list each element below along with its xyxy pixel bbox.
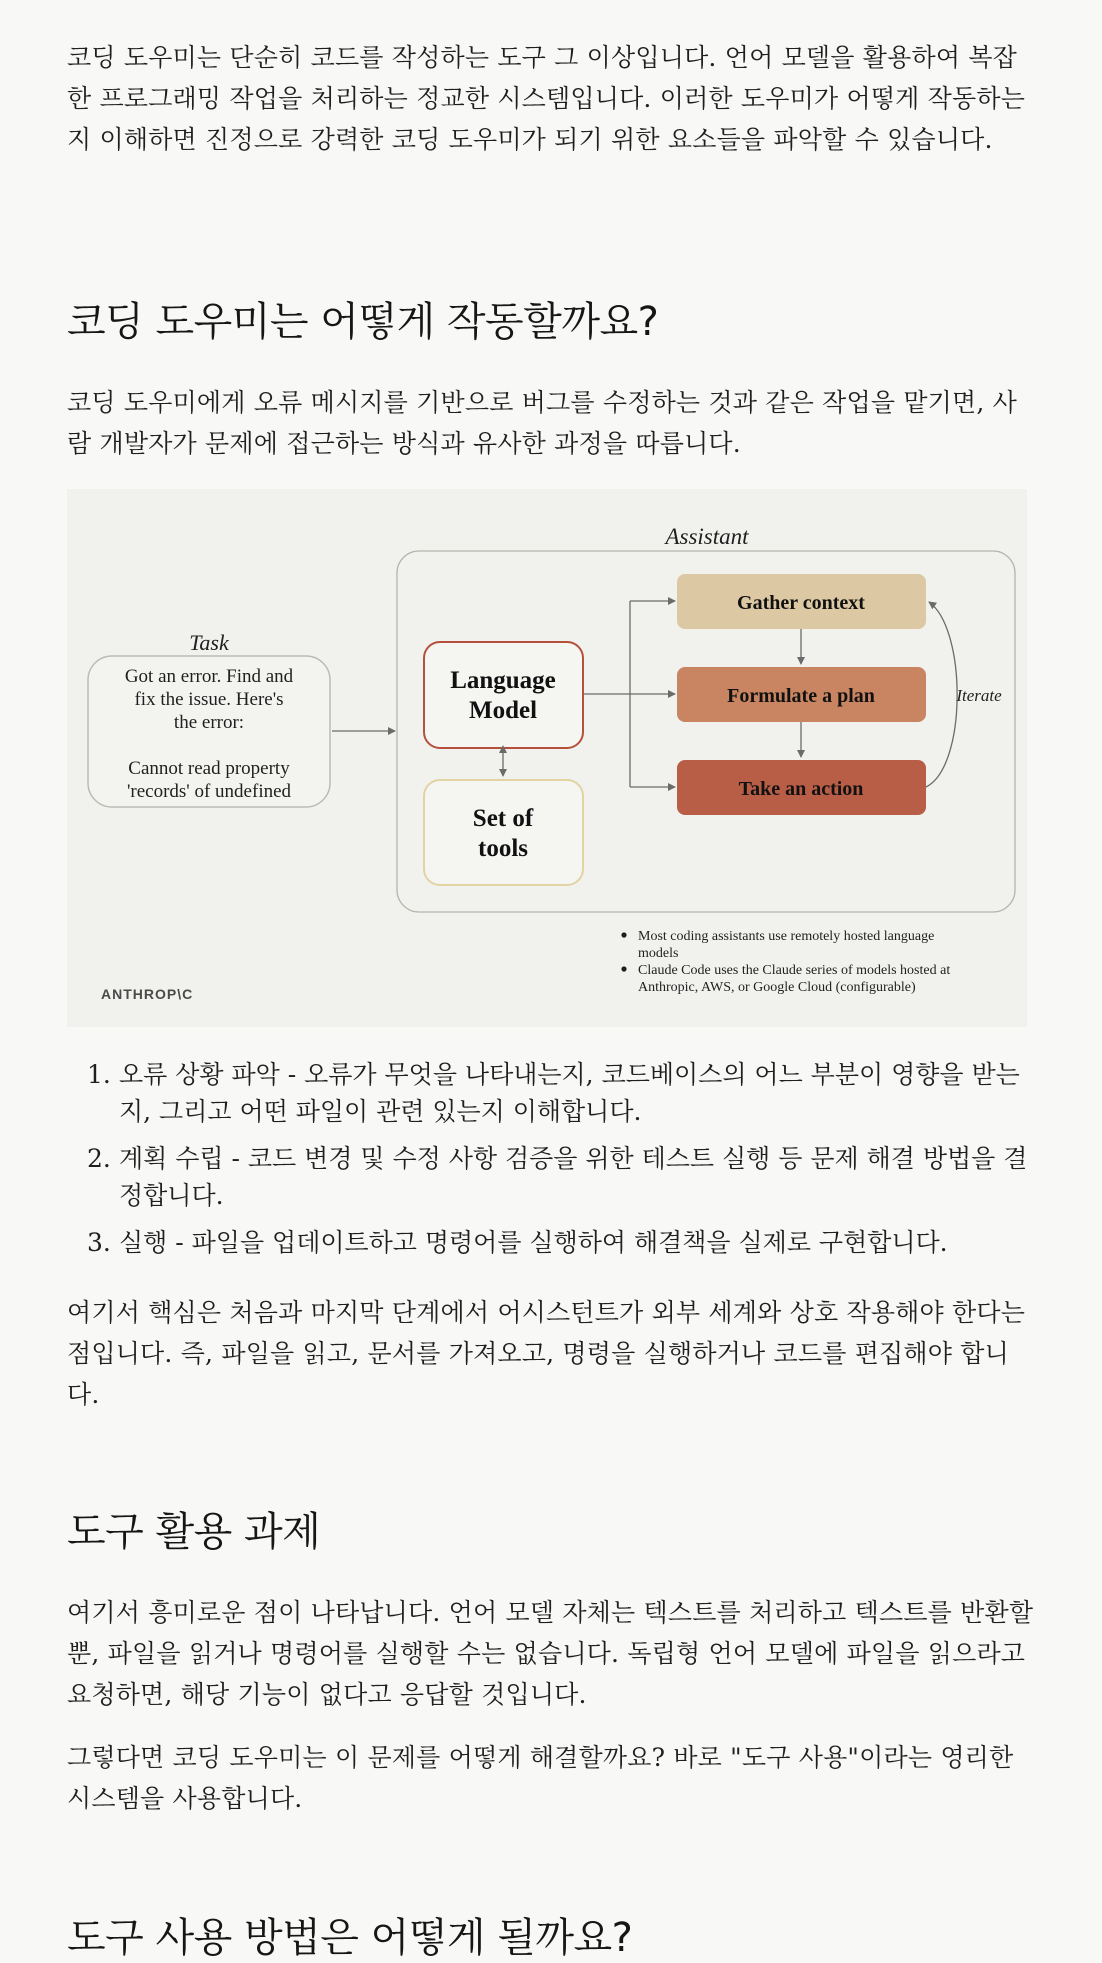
note-line: Claude Code uses the Claude series of models hosted at bbox=[638, 963, 951, 978]
tool-use-paragraph: 그렇다면 코딩 도우미는 이 문제를 어떻게 해결할까요? 바로 "도구 사용"이라는 영리한 시스템을 사용합니다. bbox=[67, 1743, 1014, 1813]
task-text-line: Got an error. Find and bbox=[124, 666, 294, 687]
list-item-text: 실행 - 파일을 업데이트하고 명령어를 실행하여 해결책을 실제로 구현합니다. bbox=[119, 1228, 948, 1257]
anthropic-logo: ANTHROP\C bbox=[101, 986, 194, 1002]
list-number: 1. bbox=[87, 1060, 111, 1089]
note-line: Most coding assistants use remotely hosted language bbox=[638, 929, 935, 944]
tools-label: tools bbox=[478, 835, 528, 862]
note-line: Anthropic, AWS, or Google Cloud (configurable) bbox=[638, 980, 916, 995]
note-line: models bbox=[638, 946, 679, 961]
iterate-label: Iterate bbox=[956, 686, 1002, 705]
list-item-text: 오류 상황 파악 - 오류가 무엇을 나타내는지, 코드베이스의 어느 부분이 영향을 받는지, 그리고 어떤 파일이 관련 있는지 이해합니다. bbox=[119, 1060, 1020, 1126]
list-item-text: 계획 수립 - 코드 변경 및 수정 사항 검증을 위한 테스트 실행 등 문제 해결 방법을 결정합니다. bbox=[119, 1144, 1028, 1210]
section-heading-how-it-works: 코딩 도우미는 어떻게 작동할까요? bbox=[67, 299, 659, 345]
gather-context-label: Gather context bbox=[737, 592, 865, 614]
list-item bbox=[67, 1224, 1035, 1261]
task-error-line: Cannot read property bbox=[128, 758, 290, 779]
task-text-line: the error: bbox=[173, 712, 245, 733]
list-item bbox=[67, 1056, 1035, 1130]
section-heading-tool-usage: 도구 사용 방법은 어떻게 될까요? bbox=[67, 1915, 633, 1961]
section-paragraph: 코딩 도우미에게 오류 메시지를 기반으로 버그를 수정하는 것과 같은 작업을 맡기면, 사람 개발자가 문제에 접근하는 방식과 유사한 과정을 따릅니다. bbox=[67, 388, 1018, 458]
take-action-label: Take an action bbox=[738, 778, 864, 800]
language-model-label: Model bbox=[468, 697, 538, 724]
language-model-label: Language bbox=[450, 667, 556, 694]
tools-box bbox=[424, 780, 583, 885]
task-text-line: fix the issue. Here's bbox=[134, 689, 284, 710]
intro-paragraph: 코딩 도우미는 단순히 코드를 작성하는 도구 그 이상입니다. 언어 모델을 활용하여 복잡한 프로그래밍 작업을 처리하는 정교한 시스템입니다. 이러한 도우미가 어떻게 작동하는지 이해하면 진정으로 강력한 코딩 도우미가 되기 위한 요소들을 파악할 수 있습니다. bbox=[67, 43, 1026, 154]
after-steps-paragraph: 여기서 핵심은 처음과 마지막 단계에서 어시스턴트가 외부 세계와 상호 작용해야 한다는 점입니다. 즉, 파일을 읽고, 문서를 가져오고, 명령을 실행하거나 코드를 편집해야 합니다. bbox=[67, 1298, 1026, 1409]
formulate-plan-label: Formulate a plan bbox=[727, 685, 875, 707]
list-number: 2. bbox=[87, 1144, 111, 1173]
section-heading-tool-challenge: 도구 활용 과제 bbox=[67, 1509, 321, 1555]
assistant-diagram bbox=[67, 489, 1027, 1027]
bullet-dot bbox=[621, 932, 626, 937]
iterate-loop-arrow bbox=[926, 602, 957, 787]
process-steps-list bbox=[67, 1056, 1035, 1271]
task-label: Task bbox=[189, 630, 229, 655]
tools-label: Set of bbox=[472, 805, 534, 832]
list-item bbox=[67, 1140, 1035, 1214]
bullet-dot bbox=[621, 966, 626, 971]
list-number: 3. bbox=[87, 1228, 111, 1257]
task-error-line: 'records' of undefined bbox=[126, 781, 292, 802]
assistant-label: Assistant bbox=[665, 524, 749, 549]
language-model-box bbox=[424, 642, 583, 748]
tool-challenge-paragraph: 여기서 흥미로운 점이 나타납니다. 언어 모델 자체는 텍스트를 처리하고 텍스트를 반환할 뿐, 파일을 읽거나 명령어를 실행할 수는 없습니다. 독립형 언어 모델에 파일을 읽으라고 요청하면, 해당 기능이 없다고 응답할 것입니다. bbox=[67, 1598, 1034, 1709]
